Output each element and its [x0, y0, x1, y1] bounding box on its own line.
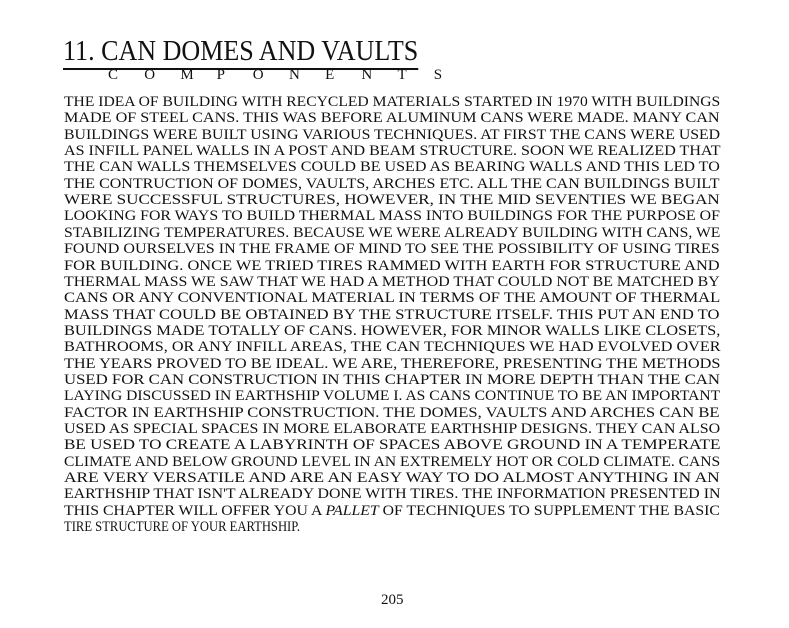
subtitle-letter: O: [252, 67, 264, 83]
body-line: LAYING DISCUSSED IN EARTHSHIP VOLUME I. AS CANS CONTINUE TO BE AN IMPORTANT: [64, 388, 721, 405]
subtitle-letter: O: [144, 67, 156, 83]
body-line: FOR BUILDING. ONCE WE TRIED TIRES RAMMED WITH EARTH FOR STRUCTURE AND: [64, 257, 720, 274]
subtitle-letter: N: [288, 67, 300, 83]
body-line: LOOKING FOR WAYS TO BUILD THERMAL MASS INTO BUILDINGS FOR THE PURPOSE OF: [64, 208, 720, 225]
body-line: CLIMATE AND BELOW GROUND LEVEL IN AN EXTREMELY HOT OR COLD CLIMATE. CANS: [64, 453, 721, 470]
body-line-last: TIRE STRUCTURE OF YOUR EARTHSHIP.: [64, 519, 301, 536]
page-number: 205: [381, 592, 404, 608]
body-line-segment: THIS CHAPTER WILL OFFER YOU A: [64, 502, 326, 519]
body-line: BATHROOMS, OR ANY INFILL AREAS, THE CAN TECHNIQUES WE HAD EVOLVED OVER: [64, 339, 721, 356]
body-line: THE CAN WALLS THEMSELVES COULD BE USED AS BEARING WALLS AND THIS LED TO: [64, 159, 720, 176]
subtitle-letter: N: [361, 67, 373, 83]
body-line: THE IDEA OF BUILDING WITH RECYCLED MATERIALS STARTED IN 1970 WITH BUILDINGS: [64, 94, 721, 110]
body-line: USED FOR CAN CONSTRUCTION IN THIS CHAPTER IN MORE DEPTH THAN THE CAN: [64, 371, 720, 388]
body-line: ARE VERY VERSATILE AND ARE AN EASY WAY TO DO ALMOST ANYTHING IN AN: [64, 470, 720, 487]
body-line: THE YEARS PROVED TO BE IDEAL. WE ARE, THEREFORE, PRESENTING THE METHODS: [64, 355, 721, 372]
body-line: THERMAL MASS WE SAW THAT WE HAD A METHOD THAT COULD NOT BE MATCHED BY: [64, 273, 720, 290]
subtitle-letter: P: [216, 67, 225, 83]
subtitle-letter: S: [433, 67, 443, 83]
body-line: CANS OR ANY CONVENTIONAL MATERIAL IN TERMS OF THE AMOUNT OF THERMAL: [64, 290, 721, 307]
body-line: EARTHSHIP THAT ISN'T ALREADY DONE WITH TIRES. THE INFORMATION PRESENTED IN: [64, 486, 721, 503]
subtitle-letter: T: [397, 67, 407, 83]
subtitle-letter: E: [325, 67, 335, 83]
body-line-segment: OF TECHNIQUES TO SUPPLEMENT THE BASIC: [378, 502, 720, 519]
body-line: BUILDINGS WERE BUILT USING VARIOUS TECHNIQUES. AT FIRST THE CANS WERE USED: [64, 126, 721, 143]
body-line: BE USED TO CREATE A LABYRINTH OF SPACES ABOVE GROUND IN A TEMPERATE: [64, 437, 721, 454]
body-line: USED AS SPECIAL SPACES IN MORE ELABORATE EARTHSHIP DESIGNS. THEY CAN ALSO: [64, 421, 721, 437]
body-line: MADE OF STEEL CANS. THIS WAS BEFORE ALUMINUM CANS WERE MADE. MANY CAN: [64, 110, 720, 127]
body-line: AS INFILL PANEL WALLS IN A POST AND BEAM STRUCTURE. SOON WE REALIZED THAT: [64, 143, 721, 160]
body-line-italic: [64, 503, 720, 520]
body-line: WERE SUCCESSFUL STRUCTURES, HOWEVER, IN THE MID SEVENTIES WE BEGAN: [64, 192, 720, 209]
body-line: THE CONTRUCTION OF DOMES, VAULTS, ARCHES ETC. ALL THE CAN BUILDINGS BUILT: [64, 175, 720, 192]
body-line: FOUND OURSELVES IN THE FRAME OF MIND TO SEE THE POSSIBILITY OF USING TIRES: [64, 241, 720, 258]
subtitle-letter: C: [108, 67, 119, 83]
italic-word: PALLET: [325, 502, 379, 519]
body-line: MASS THAT COULD BE OBTAINED BY THE STRUCTURE ITSELF. THIS PUT AN END TO: [64, 306, 720, 323]
body-line: BUILDINGS MADE TOTALLY OF CANS. HOWEVER, FOR MINOR WALLS LIKE CLOSETS,: [64, 322, 721, 339]
body-line: FACTOR IN EARTHSHIP CONSTRUCTION. THE DOMES, VAULTS AND ARCHES CAN BE: [64, 404, 720, 421]
chapter-title: 11. CAN DOMES AND VAULTS: [63, 36, 418, 70]
subtitle-letter: M: [180, 67, 194, 83]
chapter-subtitle: [108, 66, 470, 84]
body-line: STABILIZING TEMPERATURES. BECAUSE WE WERE ALREADY BUILDING WITH CANS, WE: [64, 224, 721, 241]
